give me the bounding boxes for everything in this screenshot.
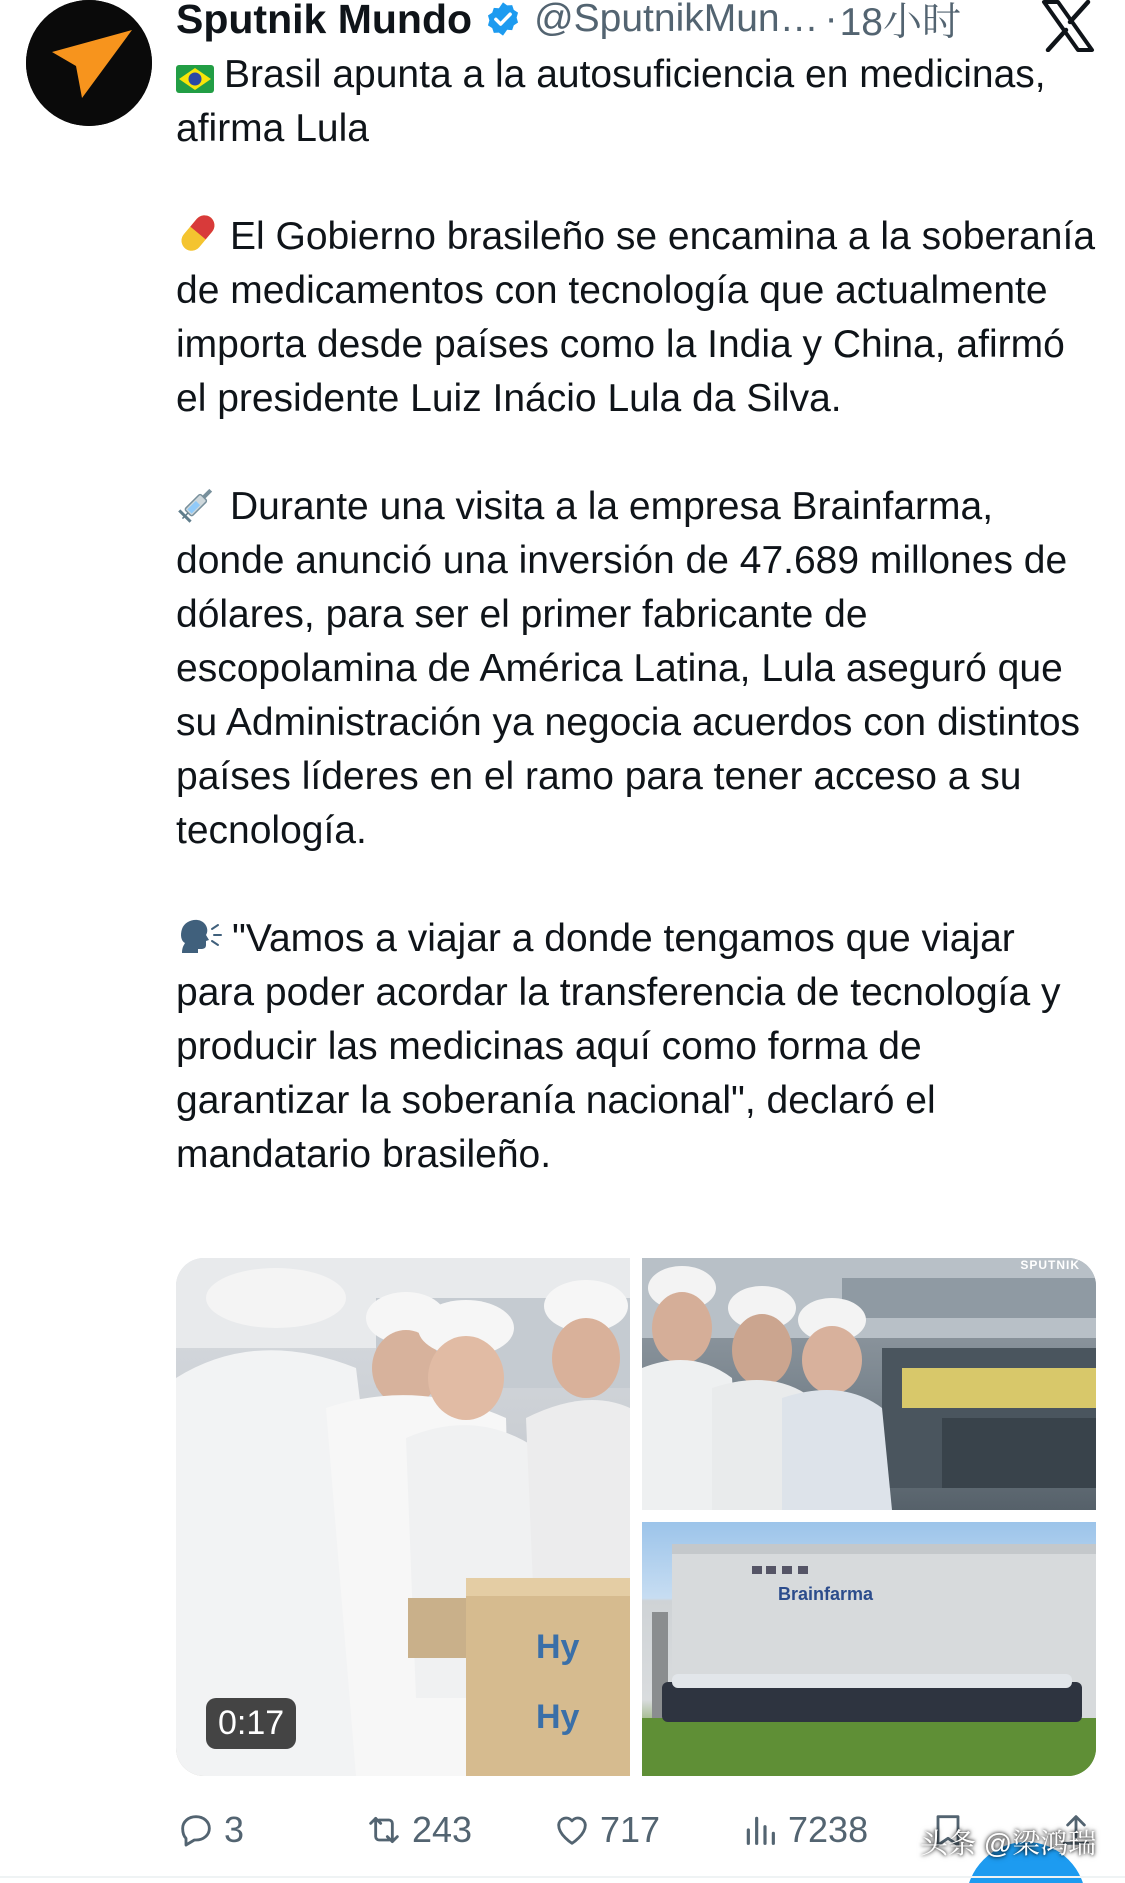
tweet-paragraph-text: "Vamos a viajar a donde tengamos que viajar para poder acordar la transferencia de tecnología y producir las medicinas aquí como forma de garantizar la soberanía nacional", declaró el mandatario brasileño. [176, 917, 1061, 1176]
media-grid [176, 1258, 1096, 1776]
tweet-paragraph [176, 480, 1096, 858]
building-sign: Brainfarma [778, 1584, 874, 1604]
reply-icon [176, 1810, 216, 1850]
video-thumbnail[interactable] [176, 1258, 630, 1776]
box-label: Hy [536, 1628, 580, 1666]
like-count: 717 [600, 1809, 661, 1850]
tweet-paragraph [176, 210, 1096, 426]
sputnik-logo-icon [26, 0, 152, 126]
tweet-header [176, 0, 1125, 44]
x-logo-icon[interactable] [1040, 0, 1096, 52]
box-label: Hy [536, 1698, 580, 1736]
syringe-icon [176, 481, 220, 525]
retweet-button[interactable] [364, 1800, 472, 1860]
retweet-count: 243 [412, 1809, 473, 1850]
views-chart-icon [740, 1810, 780, 1850]
photo-brainfarma-building[interactable] [642, 1522, 1096, 1776]
tweet-paragraph [176, 48, 1096, 156]
views-button[interactable] [740, 1800, 868, 1860]
brazil-flag-icon [176, 65, 214, 93]
view-count: 7238 [788, 1809, 869, 1850]
tweet-paragraph-text: Brasil apunta a la autosuficiencia en medicinas, afirma Lula [176, 53, 1046, 150]
retweet-icon [364, 1810, 404, 1850]
verified-badge-icon [484, 0, 522, 38]
photo-watermark: SPUTNIK [1020, 1258, 1080, 1272]
tweet-paragraph [176, 912, 1096, 1182]
source-watermark: 头条 @梁鸿瑞 [920, 1828, 1097, 1859]
heart-icon [552, 1810, 592, 1850]
avatar[interactable] [26, 0, 152, 126]
photo-production-line[interactable] [642, 1258, 1096, 1510]
separator-dot: · [824, 0, 838, 40]
tweet-paragraph-text: Durante una visita a la empresa Brainfarma, donde anunció una inversión de 47.689 millones de dólares, para ser el primer fabricante de escopolamina de América Latina, Lula aseguró que su Administración ya negocia acuerdos con distintos países líderes en el ramo para tener acceso a su tecnología. [176, 485, 1081, 852]
display-name[interactable]: Sputnik Mundo [176, 0, 473, 42]
production-line-scene [642, 1258, 1096, 1510]
user-handle[interactable]: @SputnikMun… [534, 0, 819, 40]
video-duration-badge: 0:17 [206, 1698, 296, 1749]
reply-count: 3 [224, 1809, 245, 1850]
speaking-head-icon [176, 917, 222, 957]
reply-button[interactable] [176, 1800, 244, 1860]
tweet-text [176, 48, 1096, 1182]
timestamp[interactable]: 18小时 [839, 1, 961, 44]
divider [0, 1876, 1125, 1878]
like-button[interactable] [552, 1800, 660, 1860]
pill-icon [176, 211, 220, 255]
building-group-scene [642, 1522, 1096, 1776]
tweet-paragraph-text: El Gobierno brasileño se encamina a la soberanía de medicamentos con tecnología que actualmente importa desde países como la India y China, afirmó el presidente Luiz Inácio Lula da Silva. [176, 215, 1096, 420]
